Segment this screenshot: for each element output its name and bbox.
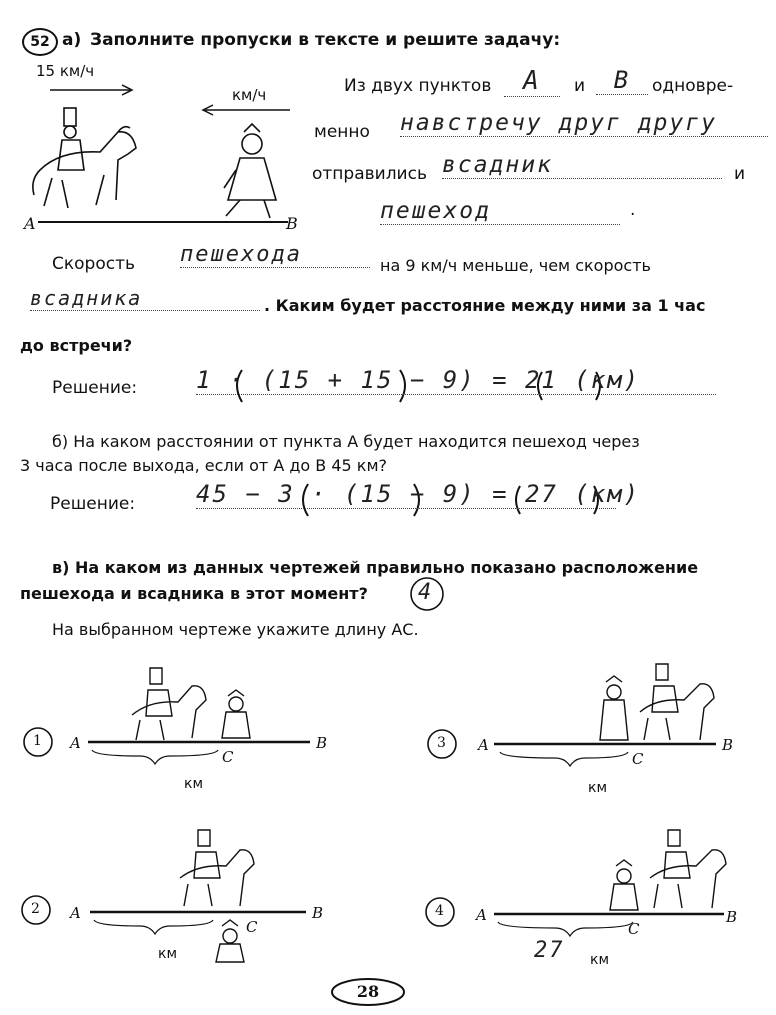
blank-point-a: А (504, 66, 560, 97)
solution-a-label: Решение: (52, 378, 138, 398)
speed-right-label: км/ч (232, 86, 267, 104)
line4-dot: . (630, 200, 636, 220)
diagram-2-c: C (246, 918, 258, 936)
diagram-2 (22, 830, 306, 962)
line1-prefix: Из двух пунктов (344, 76, 492, 96)
solution-a-expr: 1 · (15 + 15 − 9) = 21 (км) (196, 366, 716, 395)
diagram-2-a: A (70, 904, 81, 922)
pedestrian-icon (224, 124, 276, 218)
diagram-3 (428, 664, 716, 766)
page-number: 28 (356, 982, 380, 1001)
line3-and: и (734, 164, 746, 184)
part-c-answer: 4 (418, 580, 434, 605)
diagram-1-number: 1 (33, 733, 42, 749)
diagram-1-c: C (222, 748, 234, 766)
part-a-label: а) (62, 30, 82, 50)
diagram-1 (24, 668, 310, 764)
blank-direction: навстречу друг другу (400, 110, 768, 137)
horseman-icon (33, 108, 136, 208)
part-c-line1: в) На каком из данных чертежей правильно показано расположение (52, 558, 699, 577)
top-point-a: A (24, 214, 36, 233)
arrow-right-icon (50, 85, 132, 95)
top-point-b: B (286, 214, 298, 233)
line1-suffix: одновре- (652, 76, 734, 96)
speed-mid: на 9 км/ч меньше, чем скорость (380, 256, 651, 275)
diagram-3-number: 3 (437, 735, 446, 751)
diagram-4-value: 27 (534, 938, 565, 963)
diagram-4-c: C (628, 920, 640, 938)
question-end: до встречи? (20, 336, 133, 355)
solution-b-expr: 45 − 3 · (15 − 9) = 27 (км) (196, 480, 641, 508)
part-b-line1: б) На каком расстоянии от пункта А будет находится пешеход через (52, 432, 640, 451)
line2-prefix: менно (314, 122, 370, 142)
diagram-2-unit: км (158, 946, 178, 962)
diagram-4-a: A (476, 906, 487, 924)
blank-point-b: В (596, 66, 648, 95)
diagram-2-number: 2 (31, 901, 40, 917)
part-c-line2: пешехода и всадника в этот момент? (20, 584, 368, 603)
line1-and: и (574, 76, 586, 96)
diagram-1-b: B (316, 734, 328, 752)
part-b-line2: 3 часа после выхода, если от А до В 45 км? (20, 456, 388, 475)
speed-prefix: Скорость (52, 254, 135, 274)
part-c-line3: На выбранном чертеже укажите длину АС. (52, 620, 419, 639)
arrow-left-icon (203, 105, 290, 115)
blank-walker: пешеход (380, 198, 620, 225)
diagram-3-b: B (722, 736, 734, 754)
diagram-4-unit: км (590, 952, 610, 968)
blank-speed-walker: пешехода (180, 242, 370, 268)
diagram-4-b: B (726, 908, 738, 926)
diagram-1-a: A (70, 734, 81, 752)
diagram-3-unit: км (588, 780, 608, 796)
diagram-3-a: A (478, 736, 489, 754)
line3-prefix: отправились (312, 164, 427, 184)
diagram-3-c: C (632, 750, 644, 768)
diagram-4-number: 4 (435, 903, 444, 919)
diagram-4 (426, 830, 726, 936)
diagram-2-b: B (312, 904, 324, 922)
solution-b-label: Решение: (50, 494, 136, 514)
diagram-1-unit: км (184, 776, 204, 792)
speed-left-label: 15 км/ч (36, 62, 95, 80)
task-number-badge: 52 (22, 28, 58, 56)
part-a-title: Заполните пропуски в тексте и решите задачу: (90, 30, 561, 50)
question-suffix: . Каким будет расстояние между ними за 1 час (264, 296, 706, 315)
blank-rider: всадник (442, 152, 722, 179)
blank-speed-rider: всадника (30, 286, 260, 311)
